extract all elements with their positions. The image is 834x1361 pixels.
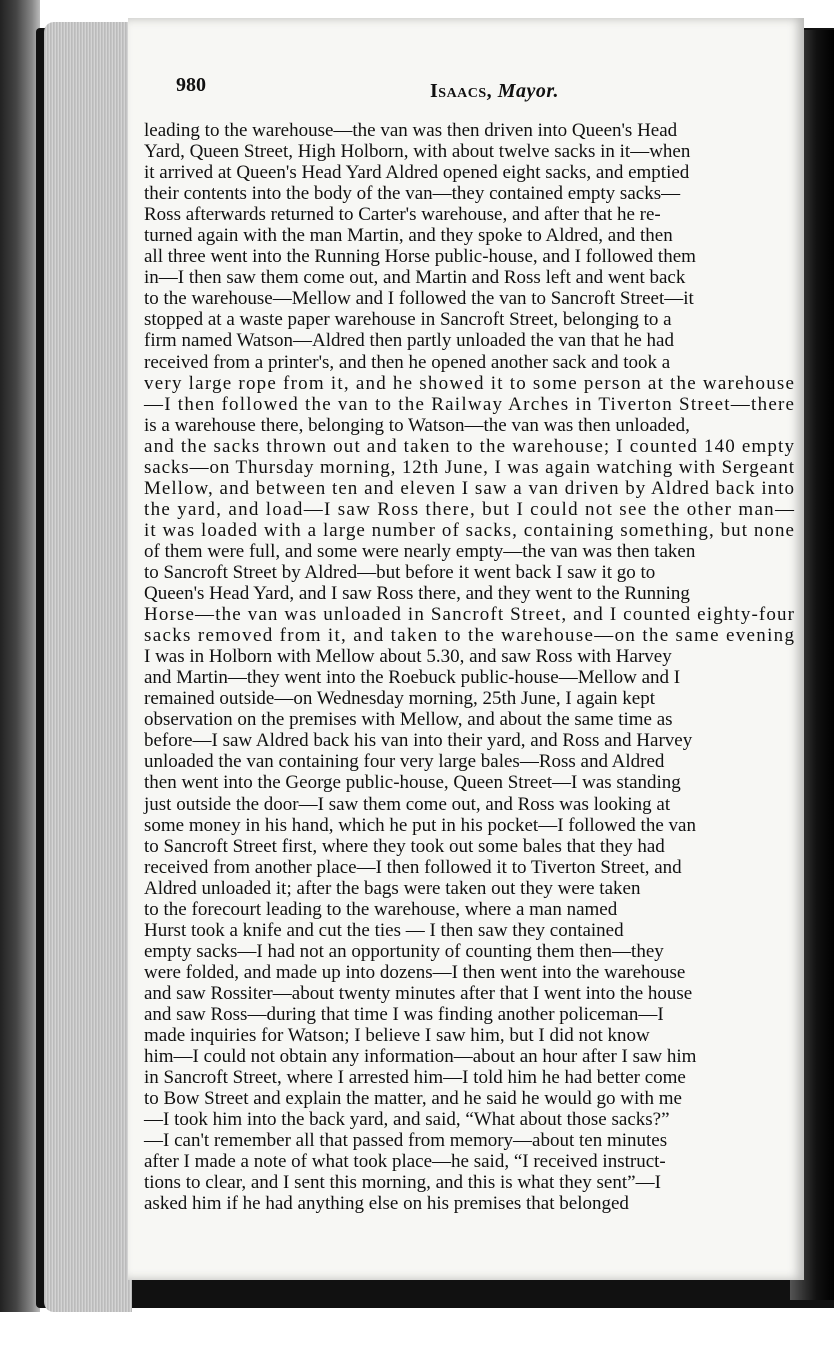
text-line: very large rope from it, and he showed it to some person at the warehouse: [144, 372, 796, 394]
text-line: received from a printer's, and then he opened another sack and took a: [144, 351, 671, 373]
text-line: were folded, and made up into dozens—I then went into the warehouse: [144, 961, 686, 983]
body-text: [144, 120, 794, 1214]
text-line: Mellow, and between ten and eleven I saw a van driven by Aldred back into: [144, 477, 796, 499]
text-line: some money in his hand, which he put in his pocket—I followed the van: [144, 814, 696, 836]
text-line: to Sancroft Street by Aldred—but before it went back I saw it go to: [144, 561, 656, 583]
text-line: Queen's Head Yard, and I saw Ross there, and they went to the Running: [144, 583, 690, 605]
book-page: [128, 18, 804, 1280]
text-line: to the warehouse—Mellow and I followed the van to Sancroft Street—it: [144, 288, 694, 310]
text-line: is a warehouse there, belonging to Watson—the van was then unloaded,: [144, 414, 690, 436]
text-line: Aldred unloaded it; after the bags were taken out they were taken: [144, 877, 641, 899]
running-head-name: Isaacs,: [430, 80, 493, 102]
text-line: to Bow Street and explain the matter, and he said he would go with me: [144, 1088, 682, 1110]
text-line: —I can't remember all that passed from memory—about ten minutes: [144, 1130, 668, 1152]
text-line: remained outside—on Wednesday morning, 25th June, I again kept: [144, 688, 656, 710]
text-line: unloaded the van containing four very large bales—Ross and Aldred: [144, 751, 665, 773]
text-line: made inquiries for Watson; I believe I saw him, but I did not know: [144, 1025, 650, 1047]
text-line: just outside the door—I saw them come out, and Ross was looking at: [144, 793, 671, 815]
text-line: empty sacks—I had not an opportunity of counting them then—they: [144, 940, 664, 962]
scan-left-margin: [0, 0, 40, 1361]
text-line: leading to the warehouse—the van was then driven into Queen's Head: [144, 120, 678, 141]
text-line: Hurst took a knife and cut the ties — I then saw they contained: [144, 919, 624, 941]
text-line: asked him if he had anything else on his premises that belonged: [144, 1193, 629, 1215]
running-head-title: Mayor.: [497, 80, 560, 102]
text-line: and the sacks thrown out and taken to the warehouse; I counted 140 empty: [144, 435, 796, 457]
text-line: him—I could not obtain any information—about an hour after I saw him: [144, 1046, 697, 1068]
text-line: turned again with the man Martin, and they spoke to Aldred, and then: [144, 225, 673, 247]
text-line: and saw Rossiter—about twenty minutes after that I went into the house: [144, 982, 693, 1004]
text-line: after I made a note of what took place—he said, “I received instruct-: [144, 1151, 666, 1173]
text-line: I was in Holborn with Mellow about 5.30, and saw Ross with Harvey: [144, 646, 672, 668]
page-edges: [44, 22, 132, 1312]
text-line: and saw Ross—during that time I was finding another policeman—I: [144, 1003, 664, 1025]
text-line: before—I saw Aldred back his van into their yard, and Ross and Harvey: [144, 730, 693, 752]
text-line: stopped at a waste paper warehouse in Sancroft Street, belonging to a: [144, 309, 672, 331]
text-line: of them were full, and some were nearly empty—the van was then taken: [144, 540, 696, 562]
text-line: all three went into the Running Horse public-house, and I followed them: [144, 246, 696, 268]
text-line: received from another place—I then followed it to Tiverton Street, and: [144, 856, 682, 878]
text-line: and Martin—they went into the Roebuck public-house—Mellow and I: [144, 667, 681, 689]
text-line: Ross afterwards returned to Carter's warehouse, and after that he re-: [144, 204, 661, 226]
text-line: sacks—on Thursday morning, 12th June, I was again watching with Sergeant: [144, 456, 795, 478]
scan-bottom-margin: [0, 1312, 834, 1361]
text-line: observation on the premises with Mellow, and about the same time as: [144, 709, 673, 731]
text-line: it arrived at Queen's Head Yard Aldred opened eight sacks, and emptied: [144, 162, 690, 184]
text-line: the yard, and load—I saw Ross there, but I could not see the other man—: [144, 498, 796, 520]
running-head: [430, 80, 559, 103]
text-line: tions to clear, and I sent this morning, and this is what they sent”—I: [144, 1172, 661, 1194]
text-line: then went into the George public-house, Queen Street—I was standing: [144, 772, 681, 794]
page-number: 980: [176, 74, 206, 96]
text-line: in—I then saw them come out, and Martin and Ross left and went back: [144, 267, 686, 289]
text-line: to the forecourt leading to the warehouse, where a man named: [144, 898, 618, 920]
text-line: it was loaded with a large number of sacks, containing something, but none: [144, 519, 796, 541]
text-line: Yard, Queen Street, High Holborn, with about twelve sacks in it—when: [144, 141, 691, 163]
text-line: firm named Watson—Aldred then partly unloaded the van that he had: [144, 330, 674, 352]
text-line: —I took him into the back yard, and said, “What about those sacks?”: [144, 1109, 670, 1131]
text-line: their contents into the body of the van—they contained empty sacks—: [144, 183, 681, 205]
text-line: Horse—the van was unloaded in Sancroft Street, and I counted eighty-four: [144, 604, 796, 626]
text-line: sacks removed from it, and taken to the warehouse—on the same evening: [144, 625, 796, 647]
text-line: to Sancroft Street first, where they took out some bales that they had: [144, 835, 665, 857]
text-line: —I then followed the van to the Railway Arches in Tiverton Street—there: [144, 393, 796, 415]
text-line: in Sancroft Street, where I arrested him—I told him he had better come: [144, 1067, 686, 1089]
